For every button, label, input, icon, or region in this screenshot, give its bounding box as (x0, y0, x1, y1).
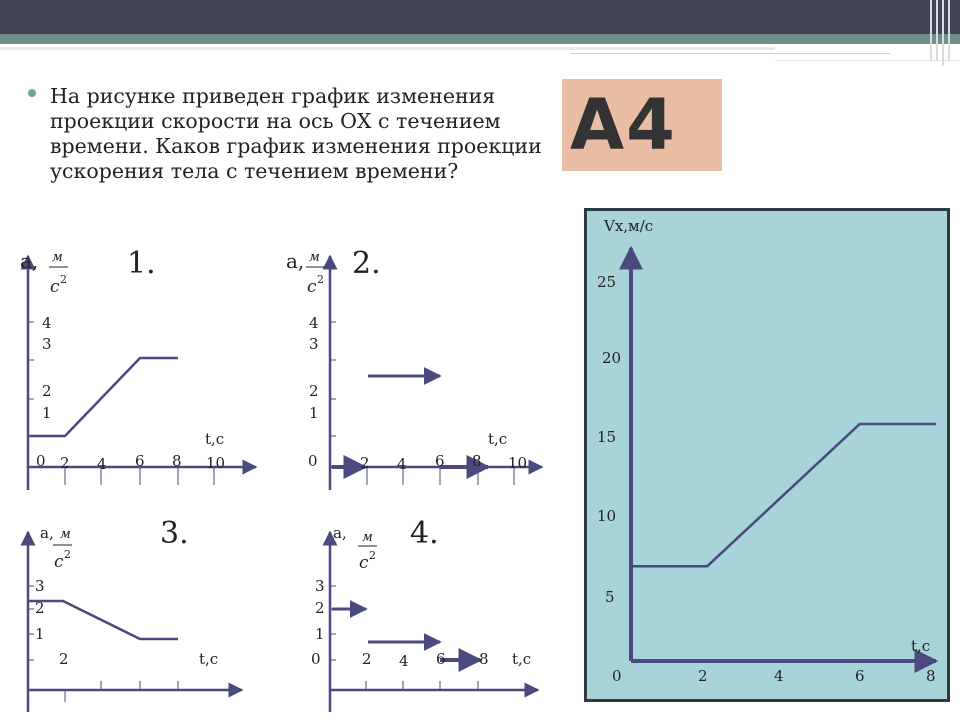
velocity-x-tick: 4 (774, 667, 784, 685)
g1-tick-marks (28, 322, 214, 485)
velocity-y-tick: 25 (597, 273, 617, 291)
g2-y-tick: 3 (309, 335, 319, 353)
g1-number: 1. (127, 246, 156, 281)
g3-y-tick: 3 (35, 577, 45, 595)
g1-y-tick: 3 (42, 335, 52, 353)
g3-unit-den: c (54, 552, 64, 572)
velocity-y-tick: 15 (597, 428, 617, 446)
g3-x-tick: 2 (59, 650, 69, 668)
g1-y-tick: 4 (42, 314, 52, 332)
velocity-x-tick: 8 (926, 667, 936, 685)
g2-unit-den: c (307, 277, 317, 297)
g4-y-label: a, (333, 524, 347, 542)
g4-x-tick: 6 (436, 650, 446, 668)
g4-y-tick: 3 (315, 577, 325, 595)
g1-x-tick: 0 (36, 452, 46, 470)
g2-x-tick: 4 (397, 455, 407, 473)
g4-x-tick: 4 (399, 652, 409, 670)
g2-y-tick: 4 (309, 314, 319, 332)
option-graph-1 (20, 246, 256, 490)
g2-x-tick: 10 (508, 454, 528, 472)
g2-x-tick: 6 (435, 452, 445, 470)
velocity-y-tick: 10 (597, 507, 617, 525)
g1-x-tick: 8 (172, 452, 182, 470)
g1-unit-pow: 2 (60, 273, 67, 286)
velocity-chart (597, 217, 936, 685)
g4-unit-den: c (359, 553, 369, 573)
g3-tick-marks (28, 586, 178, 702)
g4-x-tick: 0 (311, 650, 321, 668)
option-graph-4 (311, 516, 538, 712)
option-graph-3 (28, 516, 242, 712)
g4-unit-num: м (362, 530, 373, 545)
g3-y-tick: 2 (35, 599, 45, 617)
velocity-y-tick: 20 (602, 349, 622, 367)
g2-y-label: a, (286, 249, 305, 273)
question-text: На рисунке приведен график изменения проекции скорости на ось ОХ с течением времени. Каков график изменения проекции ускорения тела с течением времени? (50, 84, 542, 183)
g3-line (28, 601, 178, 639)
velocity-x-label: t,c (911, 637, 931, 655)
g1-y-tick: 1 (42, 404, 52, 422)
g4-x-label: t,c (512, 650, 532, 668)
g3-y-label: a, (40, 524, 54, 542)
velocity-x-tick: 6 (855, 667, 865, 685)
g1-x-label: t,c (205, 430, 225, 448)
g4-number: 4. (410, 516, 439, 551)
option-graph-2 (286, 246, 542, 490)
g1-x-tick: 4 (97, 455, 107, 473)
g1-y-tick: 2 (42, 382, 52, 400)
g2-x-tick: 8 (472, 452, 482, 470)
g3-y-tick: 1 (35, 625, 45, 643)
velocity-x-tick: 2 (698, 667, 708, 685)
g3-unit-pow: 2 (64, 548, 71, 561)
g3-number: 3. (160, 516, 189, 551)
g2-number: 2. (352, 246, 381, 281)
g1-x-tick: 2 (60, 454, 70, 472)
g4-x-tick: 8 (479, 650, 489, 668)
g4-x-tick: 2 (362, 650, 372, 668)
g2-y-tick: 1 (309, 404, 319, 422)
g2-x-tick: 0 (308, 452, 318, 470)
task-badge-label: А4 (570, 84, 677, 166)
g4-tick-marks (330, 586, 478, 690)
velocity-y-tick: 5 (605, 588, 615, 606)
velocity-y-label: Vx,м/с (604, 217, 654, 235)
g1-x-tick: 10 (206, 454, 226, 472)
velocity-series-line (631, 424, 936, 566)
g2-x-tick: 2 (360, 454, 370, 472)
g3-unit-num: м (60, 527, 71, 542)
g2-tick-marks (330, 322, 514, 485)
g1-x-tick: 6 (135, 452, 145, 470)
g1-unit-den: c (50, 277, 60, 297)
g4-y-tick: 2 (315, 599, 325, 617)
velocity-x-tick: 0 (612, 667, 622, 685)
g2-unit-pow: 2 (317, 273, 324, 286)
g3-x-label: t,c (199, 650, 219, 668)
g2-unit-num: м (309, 250, 320, 265)
g1-y-label: a, (20, 249, 39, 273)
g4-y-tick: 1 (315, 625, 325, 643)
g1-unit-num: м (52, 250, 63, 265)
g2-y-tick: 2 (309, 382, 319, 400)
g2-x-label: t,c (488, 430, 508, 448)
g4-unit-pow: 2 (369, 549, 376, 562)
